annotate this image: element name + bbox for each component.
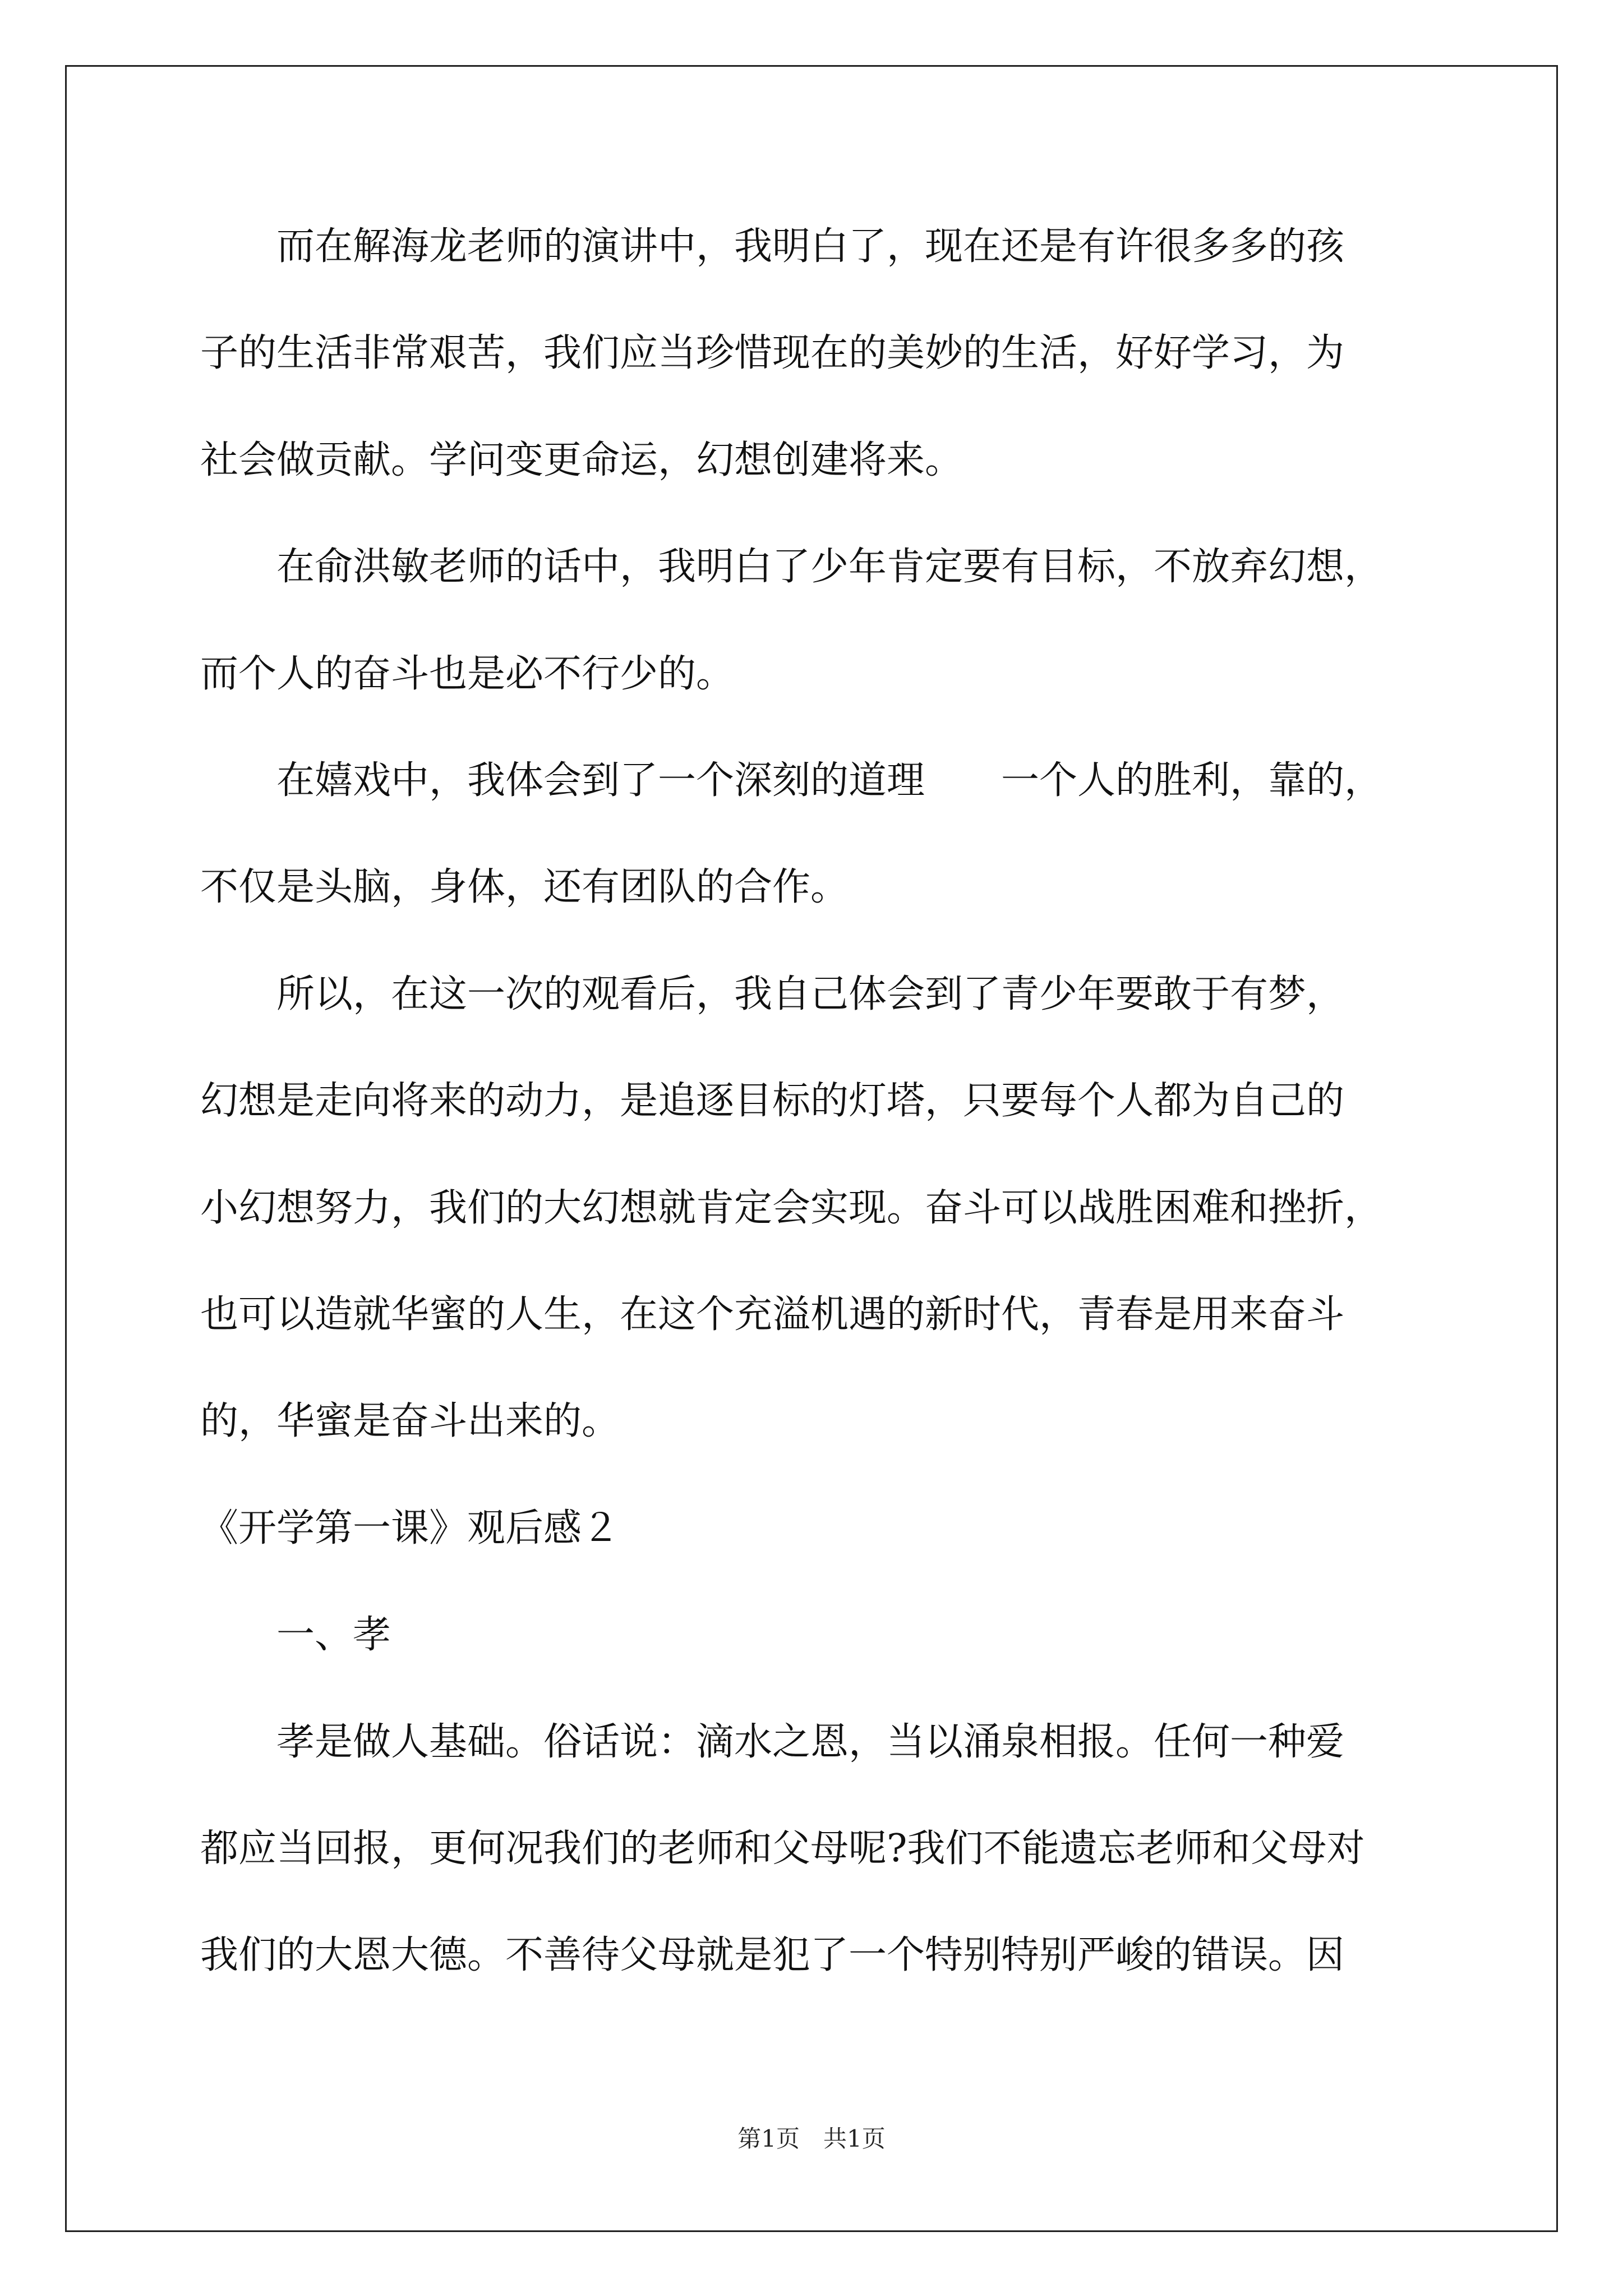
paragraph-line: 我们的大恩大德。不善待父母就是犯了一个特别特别严峻的错误。因 (200, 1933, 1345, 1977)
paragraph-line: 而个人的奋斗也是必不行少的。 (200, 652, 735, 696)
paragraph-line: 小幻想努力，我们的大幻想就肯定会实现。奋斗可以战胜困难和挫折， (200, 1186, 1383, 1230)
paragraph-line: 在嬉戏中，我体会到了一个深刻的道理 一个人的胜利，靠的， (200, 758, 1383, 803)
paragraph-line: 孝是做人基础。俗话说：滴水之恩，当以涌泉相报。任何一种爱 (200, 1720, 1345, 1764)
paragraph-line: 社会做贡献。学问变更命运，幻想创建将来。 (200, 438, 963, 482)
page-number-footer: 第1页 共1页 (737, 2125, 886, 2152)
subsection-heading: 一、孝 (200, 1613, 391, 1657)
paragraph-line: 而在解海龙老师的演讲中，我明白了，现在还是有许很多多的孩 (200, 224, 1345, 269)
paragraph-line: 所以，在这一次的观看后，我自己体会到了青少年要敢于有梦， (200, 972, 1345, 1016)
paragraph-line: 子的生活非常艰苦，我们应当珍惜现在的美妙的生活，好好学习，为 (200, 331, 1345, 375)
paragraph-line: 不仅是头脑，身体，还有团队的合作。 (200, 865, 849, 909)
page-border (65, 65, 1558, 2232)
paragraph-line: 幻想是走向将来的动力，是追逐目标的灯塔，只要每个人都为自己的 (200, 1079, 1345, 1123)
section-heading: 《开学第一课》观后感２ (200, 1506, 620, 1550)
paragraph-line: 在俞洪敏老师的话中，我明白了少年肯定要有目标，不放弃幻想， (200, 545, 1383, 589)
paragraph-line: 都应当回报，更何况我们的老师和父母呢?我们不能遗忘老师和父母对 (200, 1826, 1365, 1871)
paragraph-line: 的，华蜜是奋斗出来的。 (200, 1399, 620, 1443)
paragraph-line: 也可以造就华蜜的人生，在这个充溢机遇的新时代，青春是用来奋斗 (200, 1292, 1345, 1337)
